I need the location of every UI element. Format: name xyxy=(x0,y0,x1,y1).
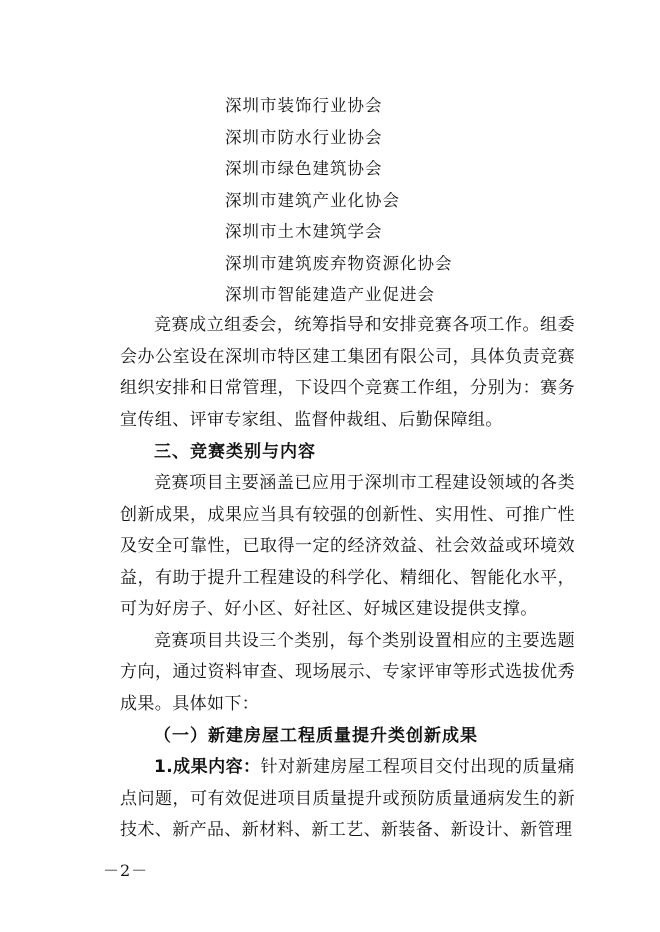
organization-list xyxy=(225,90,625,311)
organization-item: 深圳市绿色建筑协会 xyxy=(225,159,383,178)
page-number: －2－ xyxy=(103,861,149,880)
organization-item: 深圳市建筑废弃物资源化协会 xyxy=(225,253,453,273)
content-label: 1.成果内容： xyxy=(154,757,261,777)
scope-paragraph: 竞赛项目主要涵盖已应用于深圳市工程建设领域的各类创新成果，成果应当具有较强的创新性、实用性、可推广性及安全可靠性，已取得一定的经济效益、社会效益或环境效益，有助于提升工程建设的科学化、精细化、智能化水平，可为好房子、好小区、好社区、好城区建设提供支撑。 xyxy=(120,473,575,619)
organization-item: 深圳市智能建造产业促进会 xyxy=(225,285,435,304)
organization-item: 深圳市土木建筑学会 xyxy=(225,222,383,241)
content-text: 针对新建房屋工程项目交付出现的质量痛点问题，可有效促进项目质量提升或预防质量通病发生的新技术、新产品、新材料、新工艺、新装备、新设计、新管理 xyxy=(120,757,575,840)
content-paragraph xyxy=(120,752,575,847)
category-heading: （一）新建房屋工程质量提升类创新成果 xyxy=(154,726,478,746)
section-heading: 三、竞赛类别与内容 xyxy=(154,442,316,462)
organization-item: 深圳市防水行业协会 xyxy=(225,127,383,147)
categories-intro-paragraph: 竞赛项目共设三个类别，每个类别设置相应的主要选题方向，通过资料审查、现场展示、专家评审等形式选拔优秀成果。具体如下： xyxy=(120,630,575,714)
organization-item: 深圳市装饰行业协会 xyxy=(225,96,383,115)
committee-paragraph: 竞赛成立组委会，统筹指导和安排竞赛各项工作。组委会办公室设在深圳市特区建工集团有限公司，具体负责竞赛组织安排和日常管理，下设四个竞赛工作组，分别为：赛务宣传组、评审专家组、监督仲裁组、后勤保障组。 xyxy=(120,315,575,430)
organization-item: 深圳市建筑产业化协会 xyxy=(225,190,400,210)
body-text xyxy=(120,310,575,847)
